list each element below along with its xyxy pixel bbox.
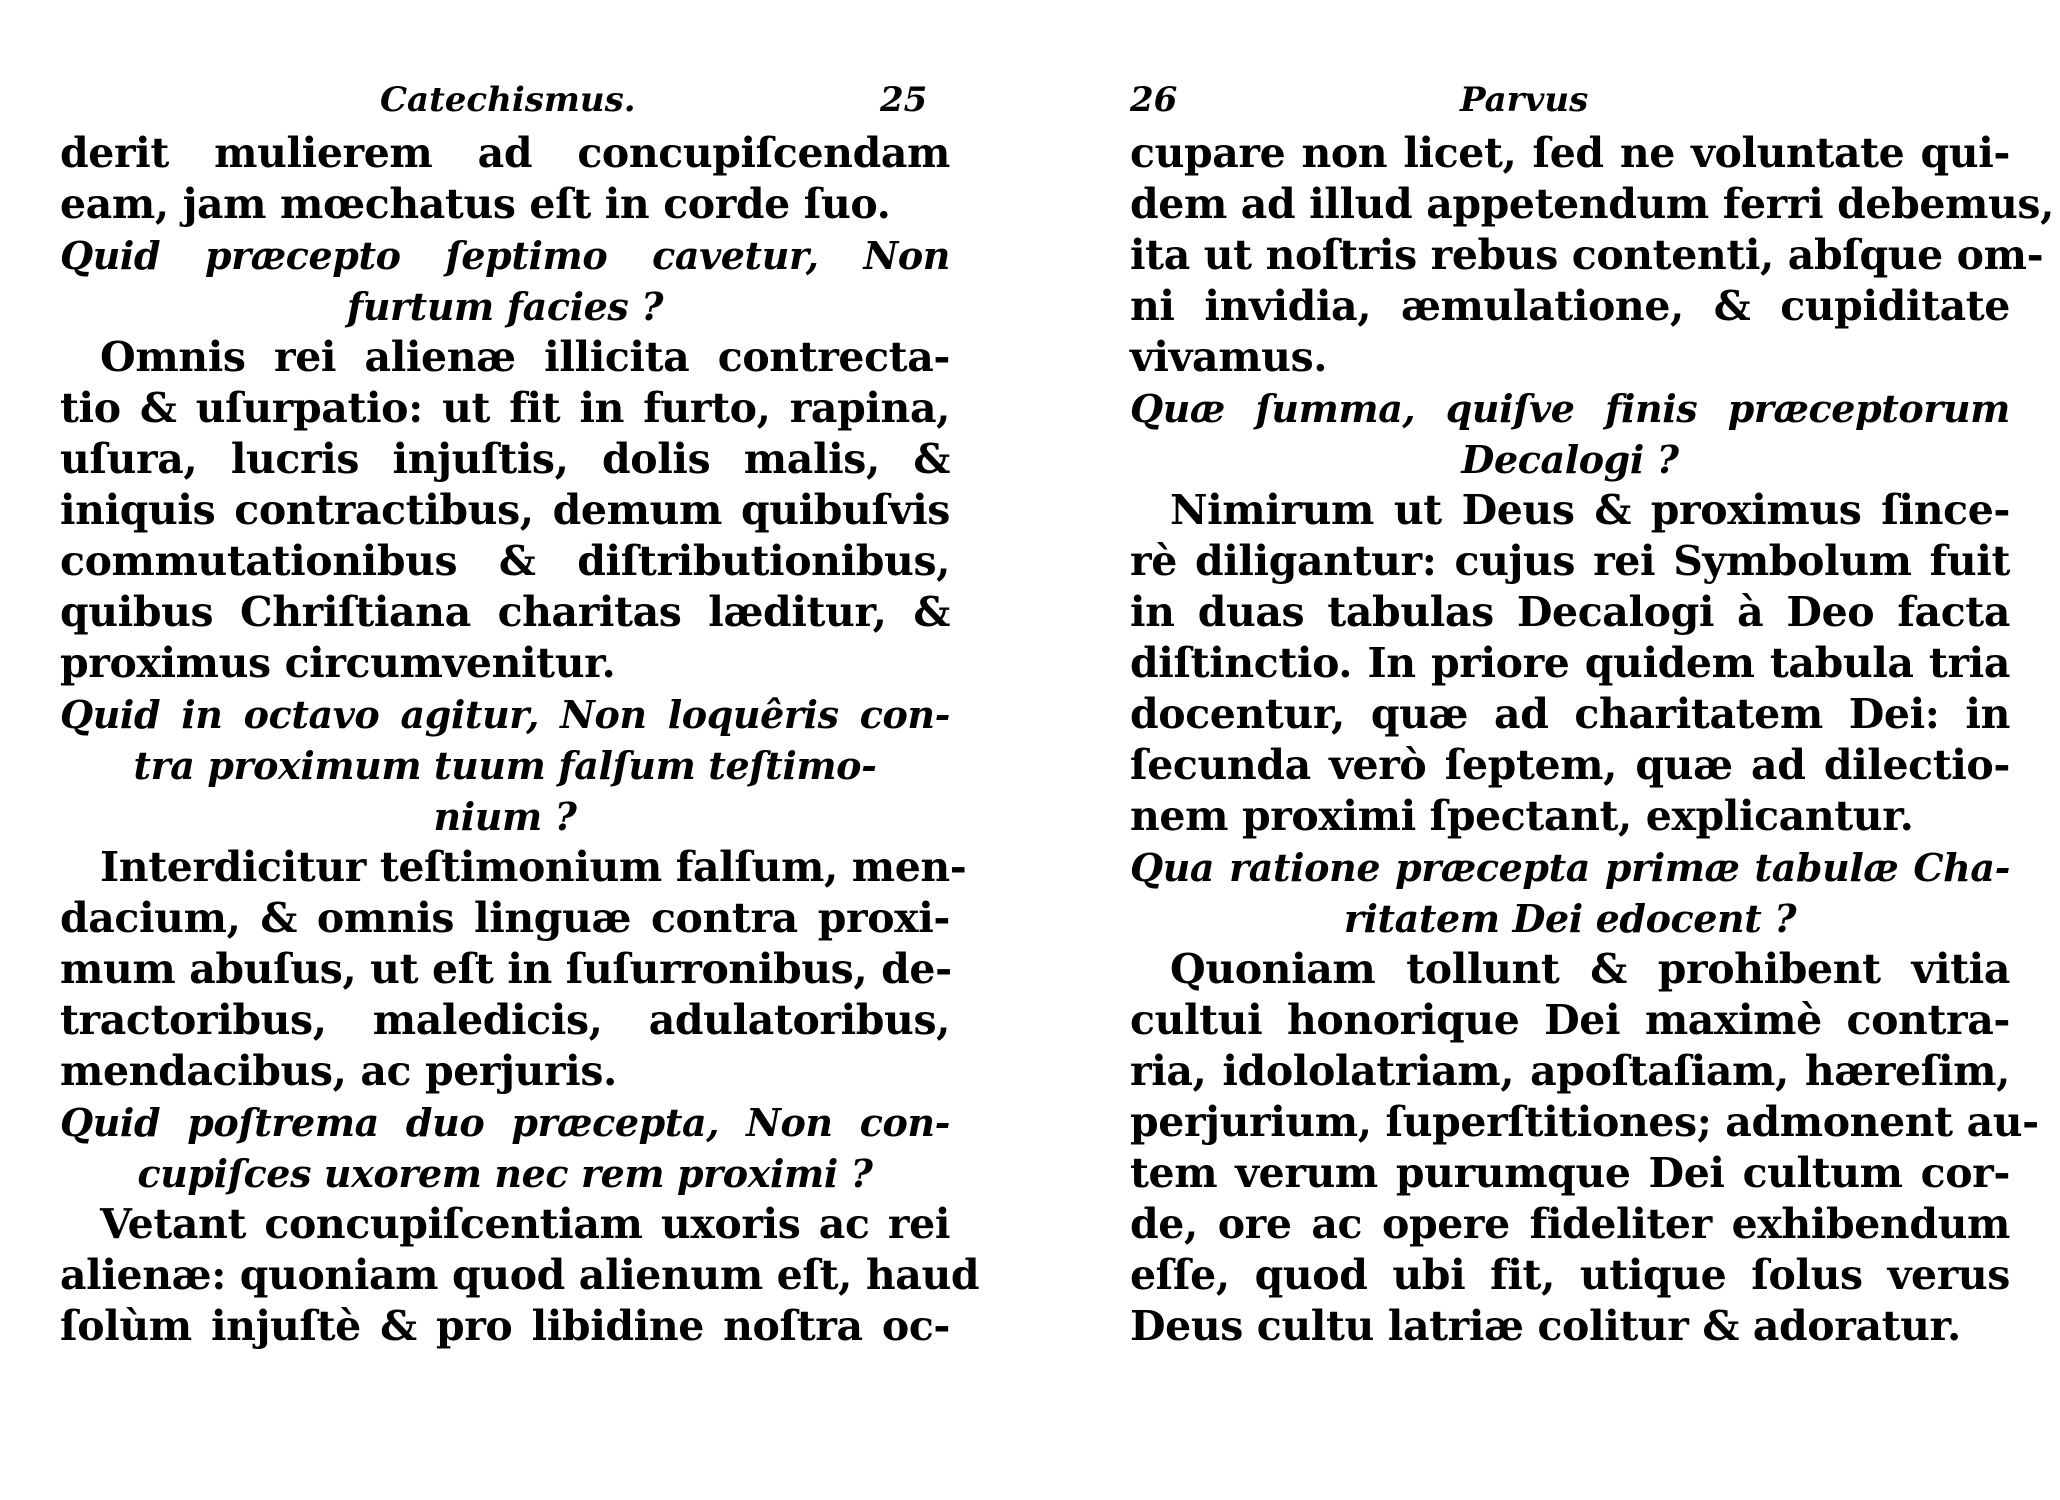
text-line: Deus cultu latriæ colitur & adoratur. (1130, 1302, 1961, 1350)
text-line: mum abuſus, ut eſt in ſuſurronibus, de- (60, 945, 952, 993)
running-head: Catechismus. (380, 80, 636, 120)
text-line: quibus Chriſtiana charitas læditur, & (60, 588, 950, 636)
right-page-header (1130, 72, 2010, 128)
running-head: Parvus (1460, 80, 1589, 120)
text-line: cultui honorique Dei maximè contra- (1130, 996, 2010, 1044)
text-line: tio & uſurpatio: ut fit in furto, rapina, (60, 384, 950, 432)
question-line: Quid poſtrema duo præcepta, Non con- (60, 1100, 950, 1145)
question-line: cupiſces uxorem nec rem proximi ? (137, 1151, 873, 1196)
text-line: docentur, quæ ad charitatem Dei: in (1130, 690, 2010, 738)
right-page (1130, 72, 2054, 1352)
question-line: Qua ratione præcepta primæ tabulæ Cha- (1130, 845, 2010, 890)
question-line: tra proximum tuum falſum teſtimo- (133, 743, 877, 788)
question-line: Quid in octavo agitur, Non loquêris con- (60, 692, 950, 737)
text-line: diſtinctio. In priore quidem tabula tria (1130, 639, 2010, 687)
text-line: alienæ: quoniam quod alienum eſt, haud (60, 1251, 980, 1299)
text-line: ni invidia, æmulatione, & cupiditate (1130, 282, 2010, 330)
text-line: vivamus. (1130, 333, 1328, 381)
text-line: dacium, & omnis linguæ contra proxi- (60, 894, 950, 942)
text-line: mendacibus, ac perjuris. (60, 1047, 617, 1095)
text-line: ſecunda verò ſeptem, quæ ad dilectio- (1130, 741, 2010, 789)
text-line: uſura, lucris injuſtis, dolis malis, & (60, 435, 950, 483)
text-line: ſolùm injuſtè & pro libidine noſtra oc- (60, 1302, 950, 1350)
right-page-text (1130, 128, 2054, 1352)
text-line: perjurium, ſuperſtitiones; admonent au- (1130, 1098, 2039, 1146)
text-line: nem proximi ſpectant, explicantur. (1130, 792, 1914, 840)
page-number: 26 (1130, 80, 1178, 120)
page-number: 25 (880, 80, 928, 120)
text-line: in duas tabulas Decalogi à Deo facta (1130, 588, 2010, 636)
text-line: commutationibus & diſtributionibus, (60, 537, 950, 585)
text-line: tem verum purumque Dei cultum cor- (1130, 1149, 2010, 1197)
text-line: Interdicitur teſtimonium falſum, men- (100, 843, 967, 891)
text-line: eam, jam mœchatus eſt in corde ſuo. (60, 180, 891, 228)
text-line: Nimirum ut Deus & proximus ſince- (1170, 486, 2010, 534)
question-line: Decalogi ? (1461, 437, 1679, 482)
question-line: nium ? (433, 794, 577, 839)
question-line: Quid præcepto ſeptimo cavetur, Non (60, 233, 950, 278)
question-line: ritatem Dei edocent ? (1343, 896, 1797, 941)
left-page-header (60, 72, 950, 128)
text-line: cupare non licet, ſed ne voluntate qui- (1130, 129, 2010, 177)
text-line: eſſe, quod ubi fit, utique ſolus verus (1130, 1251, 2010, 1299)
text-line: Omnis rei alienæ illicita contrecta- (100, 333, 950, 381)
left-page (60, 72, 980, 1352)
text-line: proximus circumvenitur. (60, 639, 616, 687)
text-line: iniquis contractibus, demum quibuſvis (60, 486, 950, 534)
text-line: tractoribus, maledicis, adulatoribus, (60, 996, 950, 1044)
text-line: Vetant concupiſcentiam uxoris ac rei (100, 1200, 950, 1248)
text-line: ria, idololatriam, apoſtaſiam, hæreſim, (1130, 1047, 2010, 1095)
text-line: dem ad illud appetendum ferri debemus, (1130, 180, 2054, 228)
text-line: de, ore ac opere fideliter exhibendum (1130, 1200, 2010, 1248)
text-line: ita ut noſtris rebus contenti, abſque om- (1130, 231, 2044, 279)
question-line: Quæ ſumma, quiſve finis præceptorum (1130, 386, 2010, 431)
text-line: rè diligantur: cujus rei Symbolum fuit (1130, 537, 2010, 585)
question-line: furtum facies ? (346, 284, 664, 329)
text-line: Quoniam tollunt & prohibent vitia (1170, 945, 2010, 993)
text-line: derit mulierem ad concupiſcendam (60, 129, 950, 177)
left-page-text (60, 128, 980, 1352)
